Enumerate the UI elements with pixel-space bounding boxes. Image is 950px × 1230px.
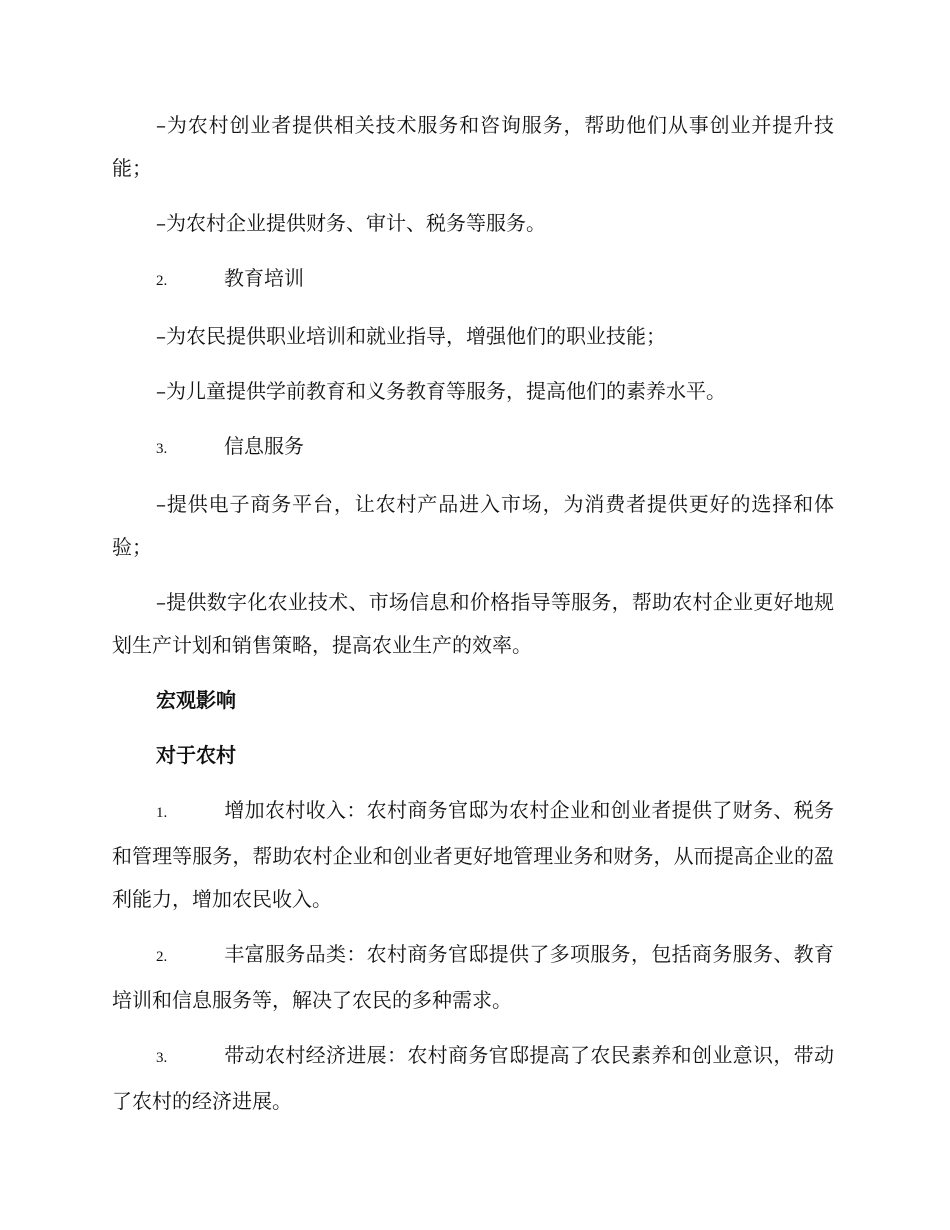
paragraph: –为儿童提供学前教育和义务教育等服务，提高他们的素养水平。 <box>156 379 726 403</box>
numbered-paragraph <box>112 789 834 921</box>
paragraph: –为农村创业者提供相关技术服务和咨询服务，帮助他们从事创业并提升技能； <box>112 113 834 180</box>
list-number: 1. <box>156 805 168 821</box>
heading-macro-impact: 宏观影响 <box>156 688 236 712</box>
numbered-paragraph <box>112 1034 834 1123</box>
numbered-text: 增加农村收入：农村商务官邸为农村企业和创业者提供了财务、税务和管理等服务，帮助农村企业和创业者更好地管理业务和财务，从而提高企业的盈利能力，增加农民收入。 <box>112 798 834 911</box>
numbered-text: 丰富服务品类：农村商务官邸提供了多项服务，包括商务服务、教育培训和信息服务等，解决了农民的多种需求。 <box>112 942 834 1012</box>
numbered-text: 带动农村经济进展：农村商务官邸提高了农民素养和创业意识，带动了农村的经济进展。 <box>112 1043 834 1113</box>
heading-for-rural: 对于农村 <box>156 743 236 767</box>
numbered-paragraph <box>112 933 834 1022</box>
section-heading-information <box>112 425 834 471</box>
list-number: 2. <box>156 949 168 965</box>
section-title: 信息服务 <box>224 434 304 458</box>
list-number: 3. <box>156 1050 168 1066</box>
paragraph: –为农民提供职业培训和就业指导，增强他们的职业技能； <box>156 324 666 348</box>
document-body <box>112 104 834 1135</box>
paragraph: –为农村企业提供财务、审计、税务等服务。 <box>156 211 546 235</box>
section-heading-education <box>112 257 834 303</box>
section-title: 教育培训 <box>224 266 304 290</box>
paragraph: –提供数字化农业技术、市场信息和价格指导等服务，帮助农村企业更好地规划生产计划和销售策略，提高农业生产的效率。 <box>112 590 834 657</box>
list-number: 2. <box>156 273 168 289</box>
paragraph: –提供电子商务平台，让农村产品进入市场，为消费者提供更好的选择和体验； <box>112 492 834 559</box>
list-number: 3. <box>156 441 168 457</box>
